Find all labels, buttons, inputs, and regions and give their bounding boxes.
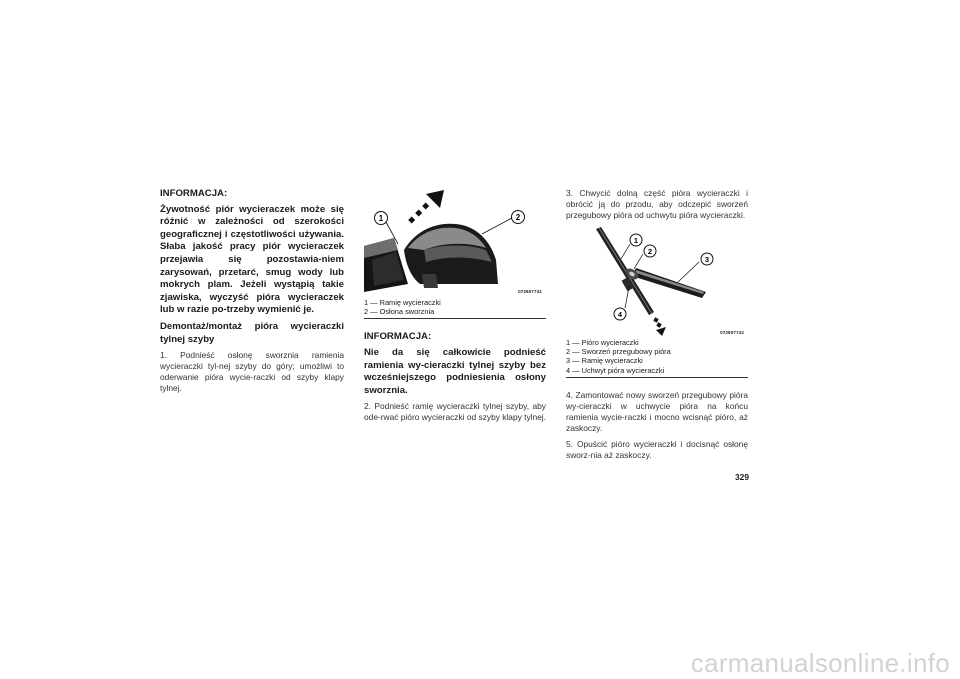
watermark: carmanualsonline.info [690,648,950,678]
svg-text:1: 1 [378,214,384,223]
column-middle [364,188,546,428]
callout-2 [512,211,525,224]
wiper-blade-illustration [596,227,654,315]
legend-item: 1 — Ramię wycieraczki [364,298,441,307]
figure-legend [566,338,748,378]
step-5: 5. Opuścić pióro wycieraczki i docisnąć osłonę sworz-nia aż zaskoczy. [566,438,748,460]
legend-item: 2 — Sworzeń przegubowy pióra [566,347,671,357]
note-heading: INFORMACJA: [364,331,432,343]
step-3: 3. Chwycić dolną część pióra wycieraczki i obrócić ją do przodu, aby odczepić sworzeń przegubowy pióra od uchwytu pióra wycieraczki. [566,188,748,220]
figure-legend [364,298,546,319]
section-heading: Demontaż/montaż pióra wycieraczki tylnej szyby [160,320,344,345]
callout-4 [614,308,626,320]
column-right [566,188,748,466]
callout-1 [375,212,388,225]
legend-item: 1 — Pióro wycieraczki [566,338,639,347]
page-number: 329 [735,472,749,482]
lift-arrow-icon [408,190,444,224]
figure-code: 072607742 [720,330,744,335]
legend-item: 2 — Osłona sworznia [364,307,435,317]
legend-item: 4 — Uchwyt pióra wycieraczki [566,365,665,375]
wiper-arm-illustration [364,238,408,292]
callout-3 [701,253,713,265]
note-heading: INFORMACJA: [160,188,228,199]
svg-text:2: 2 [515,213,521,222]
svg-text:4: 4 [617,310,623,319]
note-text: Nie da się całkowicie podnieść ramienia wy-cieraczki tylnej szyby bez wcześniejszego podniesienia osłony sworznia. [364,347,546,396]
svg-text:2: 2 [647,247,653,256]
callout-1 [630,234,642,246]
step-4: 4. Zamontować nowy sworzeń przegubowy pióra wy-cieraczki w uchwycie pióra na końcu ramienia wycie-raczki i mocno wcisnąć pióro, aż zaskoczy. [566,389,748,433]
figure-code: 072607741 [518,289,542,294]
legend-item: 3 — Ramię wycieraczki [566,356,643,366]
note-text: Żywotność piór wycieraczek może się różnić w zależności od szerokości geograficznej i częstotliwości używania. Słaba jakość pracy piór wycieraczek przejawia się pozostawia-niem zarysowań, przetarć, smug wody lub mokrych plam. Jeżeli wystąpią takie zjawiska, wyczyść pióra wycieraczek lub w razie po-trzeby wymienić je. [160,203,344,316]
svg-text:1: 1 [633,236,639,245]
svg-text:3: 3 [704,255,710,264]
figure-pin-cover [364,188,546,298]
figure-blade-removal [566,226,748,338]
blade-removal-illustration [566,226,748,338]
pin-cover-illustration [364,188,546,298]
step-2: 2. Podnieść ramię wycieraczki tylnej szyby, aby ode-rwać pióro wycieraczki od szyby klapy tylnej. [364,401,546,423]
callout-2 [644,245,656,257]
column-left [160,188,344,399]
step-1: 1. Podnieść osłonę sworznia ramienia wycieraczki tyl-nej szyby do góry; umożliwi to oderwanie pióra wycie-raczki od szyby klapy tylnej. [160,350,344,394]
rotate-arrow-icon [653,317,666,336]
wiper-arm-illustration [632,268,706,298]
